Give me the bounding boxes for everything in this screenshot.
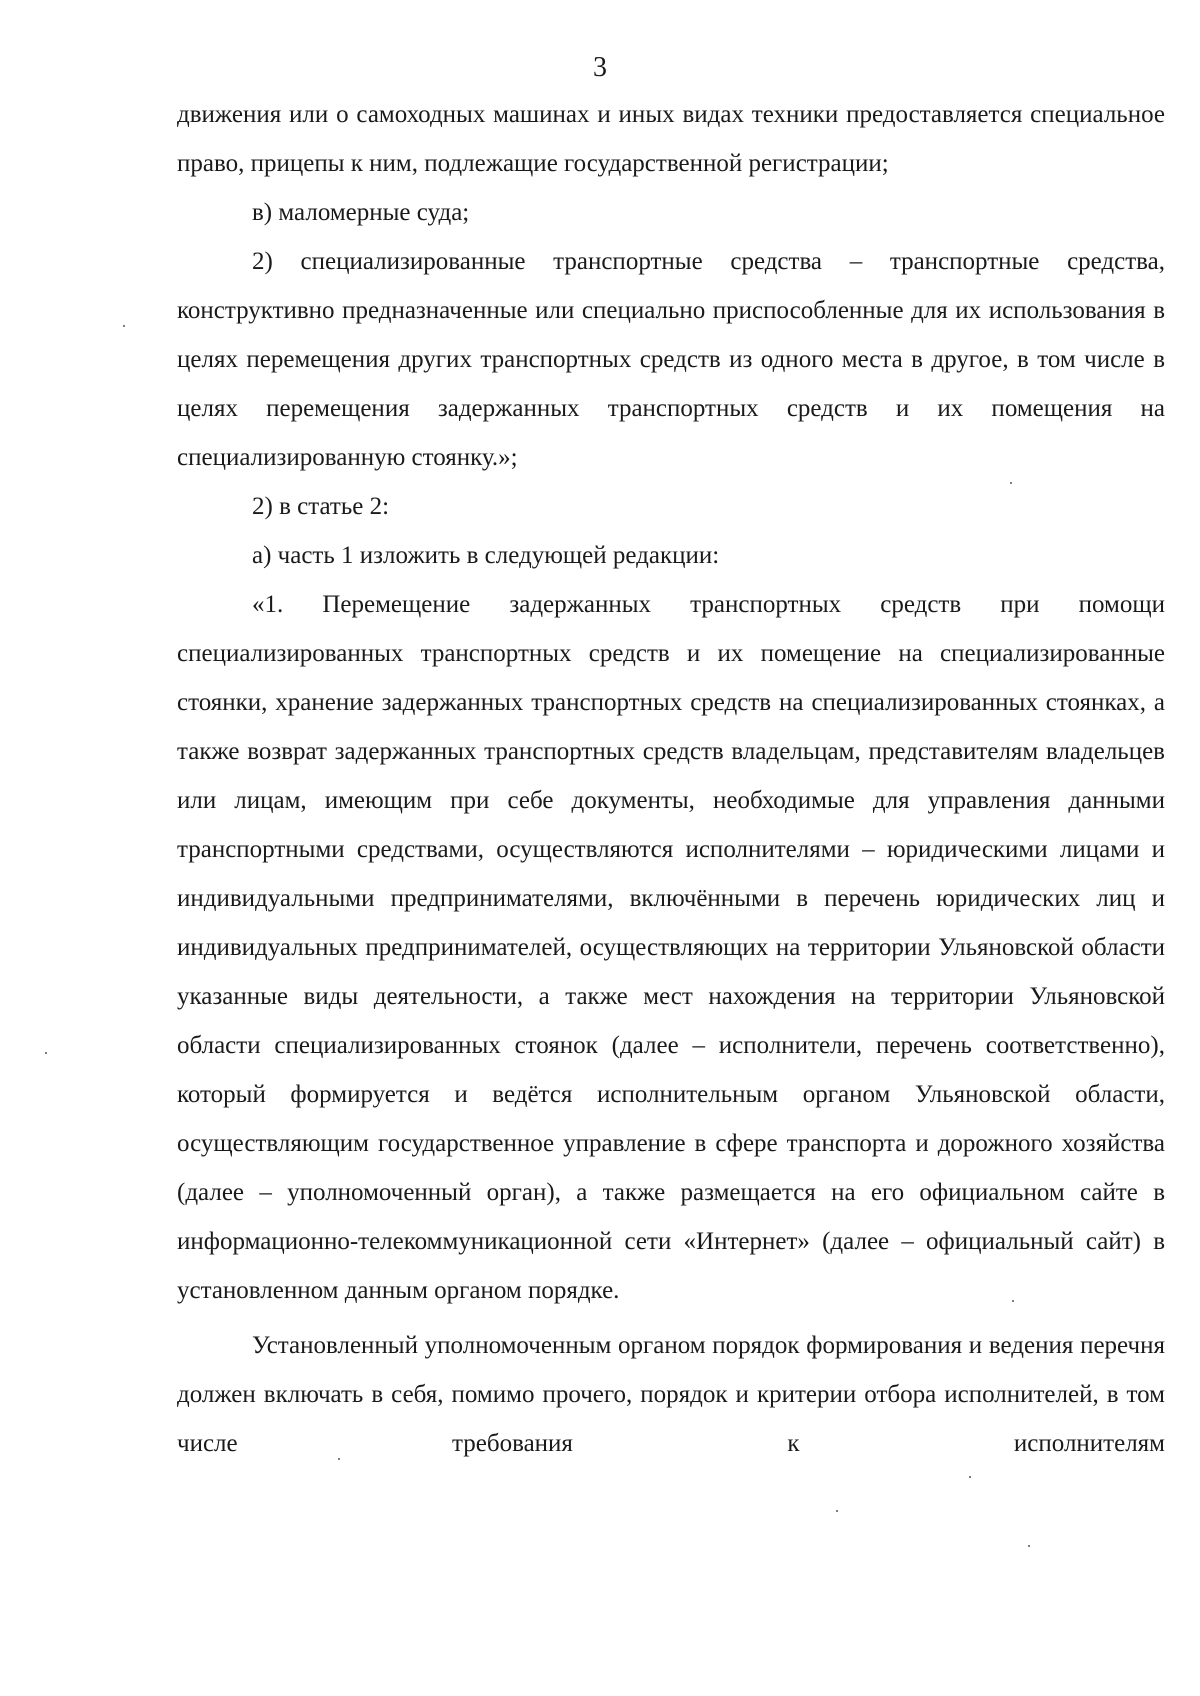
page-number: 3 — [593, 52, 607, 83]
scan-speck — [1010, 482, 1012, 484]
scan-speck — [1028, 1545, 1030, 1547]
paragraph-article-2: 2) в статье 2: — [252, 493, 390, 520]
paragraph-continuation: движения или о самоходных машинах и иных видах техники предоставляется специальное право, прицепы к ним, подлежащие государственной регистрации; — [177, 101, 1165, 177]
paragraph-part-1-intro: а) часть 1 изложить в следующей редакции: — [252, 542, 720, 569]
document-body — [177, 90, 1165, 1468]
paragraph-item-2-definition: 2) специализированные транспортные средства – транспортные средства, конструктивно предназначенные или специально приспособленные для их использования в целях перемещения других транспортных средств из одного места в другое, в том числе в целях перемещения задержанных транспортных средств и их помещения на специализированную стоянку.»; — [177, 248, 1165, 471]
paragraph-item-v: в) маломерные суда; — [252, 199, 470, 226]
paragraph-procedure: Установленный уполномоченным органом порядок формирования и ведения перечня должен включать в себя, помимо прочего, порядок и критерии отбора исполнителей, в том числе требования к исполнителям — [177, 1332, 1165, 1457]
scan-speck — [123, 325, 125, 327]
scan-speck — [45, 1052, 47, 1054]
scan-speck — [969, 1476, 971, 1478]
scan-speck — [836, 1510, 838, 1512]
paragraph-part-1-text: «1. Перемещение задержанных транспортных средств при помощи специализированных транспортных средств и их помещение на специализированные стоянки, хранение задержанных транспортных средств на специализированных стоянках, а также возврат задержанных транспортных средств владельцам, представителям владельцев или лицам, имеющим при себе документы, необходимые для управления данными транспортными средствами, осуществляются исполнителями – юридическими лицами и индивидуальными предпринимателями, включёнными в перечень юридических лиц и индивидуальных предпринимателей, осуществляющих на территории Ульяновской области указанные виды деятельности, а также мест нахождения на территории Ульяновской области специализированных стоянок (далее – исполнители, перечень соответственно), который формируется и ведётся исполнительным органом Ульяновской области, осуществляющим государственное управление в сфере транспорта и дорожного хозяйства (далее – уполномоченный орган), а также размещается на его официальном сайте в информационно-телекоммуникационной сети «Интернет» (далее – официальный сайт) в установленном данным органом порядке. — [177, 591, 1165, 1304]
scan-speck — [1012, 1300, 1014, 1302]
scan-speck — [338, 1458, 340, 1460]
